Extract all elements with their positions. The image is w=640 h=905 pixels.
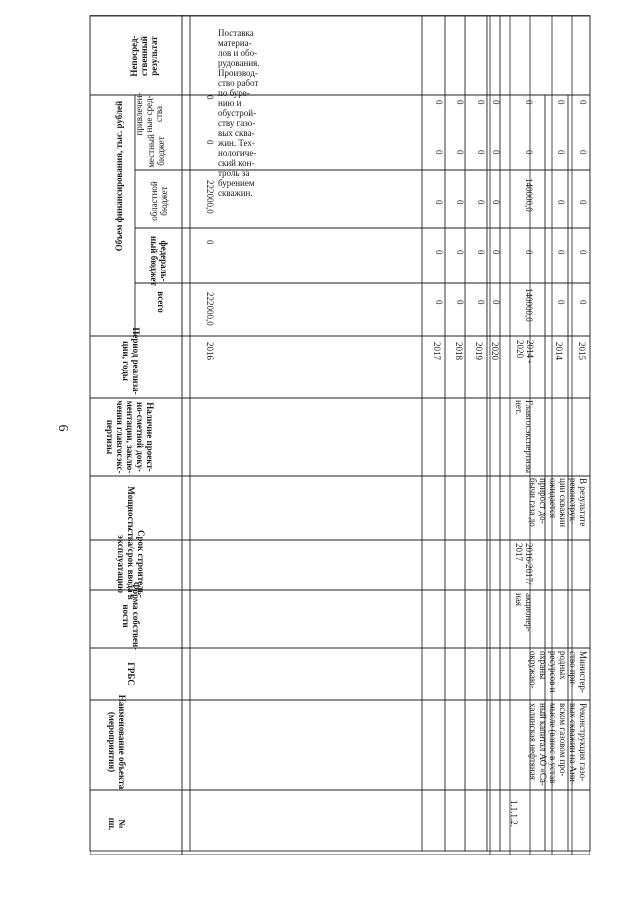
header-regional: областной бюджет bbox=[149, 181, 169, 221]
federal-2018: 0 bbox=[455, 250, 465, 255]
block2-ownership: акционер- ная bbox=[514, 593, 534, 632]
regional-2017: 0 bbox=[434, 200, 444, 205]
block2-term: 2016-2017/ 2017 bbox=[514, 543, 534, 585]
local-2018: 0 bbox=[455, 150, 465, 155]
year-2019: 2019 bbox=[474, 342, 484, 360]
block2-num: 1.1.1.2. bbox=[509, 800, 519, 827]
header-period: Период реализа- ции, годы bbox=[121, 327, 141, 395]
block2-regional-1: 0 bbox=[556, 200, 566, 205]
local-2016: 0 bbox=[205, 140, 215, 145]
local-2020: 0 bbox=[491, 150, 501, 155]
regional-2020: 0 bbox=[491, 200, 501, 205]
header-num: № пп. bbox=[107, 817, 127, 831]
result-text: Поставка материа- лов и обо- рудования. Производ- ство работ по буре- нию и обустрой- ству газо- вых сква- жин. Тех- нологиче- ский кон- троль за бурением скважин. bbox=[218, 28, 260, 198]
block2-regional-0: 140000,0 bbox=[524, 178, 534, 212]
federal-2016: 0 bbox=[205, 240, 215, 245]
header-local: местный бюджет bbox=[146, 134, 166, 168]
header-capacity: Мощность bbox=[126, 486, 136, 530]
block2-local-2: 0 bbox=[578, 150, 588, 155]
block2-capacity: В результате реконструк- ции скважин ожидается прирост до- бычи газа до bbox=[528, 478, 588, 528]
header-finance: Объем финансирования, тыс. рублей bbox=[114, 100, 124, 252]
year-2016: 2016 bbox=[205, 342, 215, 360]
local-2017: 0 bbox=[434, 150, 444, 155]
attracted-2018: 0 bbox=[455, 100, 465, 105]
year-2020: 2020 bbox=[490, 342, 500, 360]
header-attracted: привлечен- ные сред- ства bbox=[134, 92, 164, 136]
federal-2017: 0 bbox=[434, 250, 444, 255]
attracted-2020: 0 bbox=[491, 100, 501, 105]
local-2019: 0 bbox=[476, 150, 486, 155]
block2-attracted-1: 0 bbox=[556, 100, 566, 105]
total-2017: 0 bbox=[434, 300, 444, 305]
total-2019: 0 bbox=[476, 300, 486, 305]
header-docs: Наличие проект- но-сметной доку- ментации, заклю- чения главгосэкс- пертизы bbox=[105, 400, 155, 474]
federal-2019: 0 bbox=[476, 250, 486, 255]
block2-attracted-0: 0 bbox=[524, 100, 534, 105]
block2-year-1: 2014 bbox=[554, 342, 564, 360]
total-2020: 0 bbox=[491, 300, 501, 305]
block2-name: Реконструкция газо- вых скважин на Ани- вском газовом про- мысле (взнос в устав- ный капитал АО «Са- халинская нефтяная bbox=[528, 703, 588, 787]
block2-year-2: 2015 bbox=[577, 342, 587, 360]
attracted-2016: 0 bbox=[205, 95, 215, 100]
header-result: Непосред- ственный результат bbox=[129, 35, 159, 77]
header-name: Наименование объекта (мероприятия) bbox=[107, 694, 127, 790]
block2-federal-2: 0 bbox=[578, 250, 588, 255]
federal-2020: 0 bbox=[491, 250, 501, 255]
block2-year-0: 2014 - 2020 bbox=[515, 340, 535, 364]
regional-2016: 222000,0 bbox=[205, 180, 215, 214]
block2-regional-2: 0 bbox=[578, 200, 588, 205]
header-federal: федераль- ный бюджет bbox=[149, 236, 169, 286]
block2-grbs: Министер- ство при- родных ресурсов и охраны окружаю- bbox=[528, 651, 588, 693]
regional-2019: 0 bbox=[476, 200, 486, 205]
block2-federal-1: 0 bbox=[556, 250, 566, 255]
block2-total-2: 0 bbox=[578, 300, 588, 305]
year-2018: 2018 bbox=[454, 342, 464, 360]
block2-docs: Главгосэкспертизы нет. bbox=[514, 400, 534, 474]
block2-attracted-2: 0 bbox=[578, 100, 588, 105]
header-term: Срок строитель- ства/срок ввода в эксплуатацию bbox=[116, 528, 146, 600]
block2-total-0: 140000,0 bbox=[524, 288, 534, 322]
block2-federal-0: 0 bbox=[524, 250, 534, 255]
block2-local-1: 0 bbox=[556, 150, 566, 155]
attracted-2017: 0 bbox=[434, 100, 444, 105]
header-ownership: Форма собствен- ности bbox=[121, 581, 141, 651]
year-2017: 2017 bbox=[432, 342, 442, 360]
block2-total-1: 0 bbox=[556, 300, 566, 305]
header-total: всего bbox=[156, 291, 166, 313]
page-number: 6 bbox=[55, 424, 70, 432]
total-2016: 222000,0 bbox=[205, 292, 215, 326]
block2-local-0: 0 bbox=[524, 150, 534, 155]
header-grbs: ГРБС bbox=[126, 662, 136, 686]
regional-2018: 0 bbox=[455, 200, 465, 205]
total-2018: 0 bbox=[455, 300, 465, 305]
attracted-2019: 0 bbox=[476, 100, 486, 105]
